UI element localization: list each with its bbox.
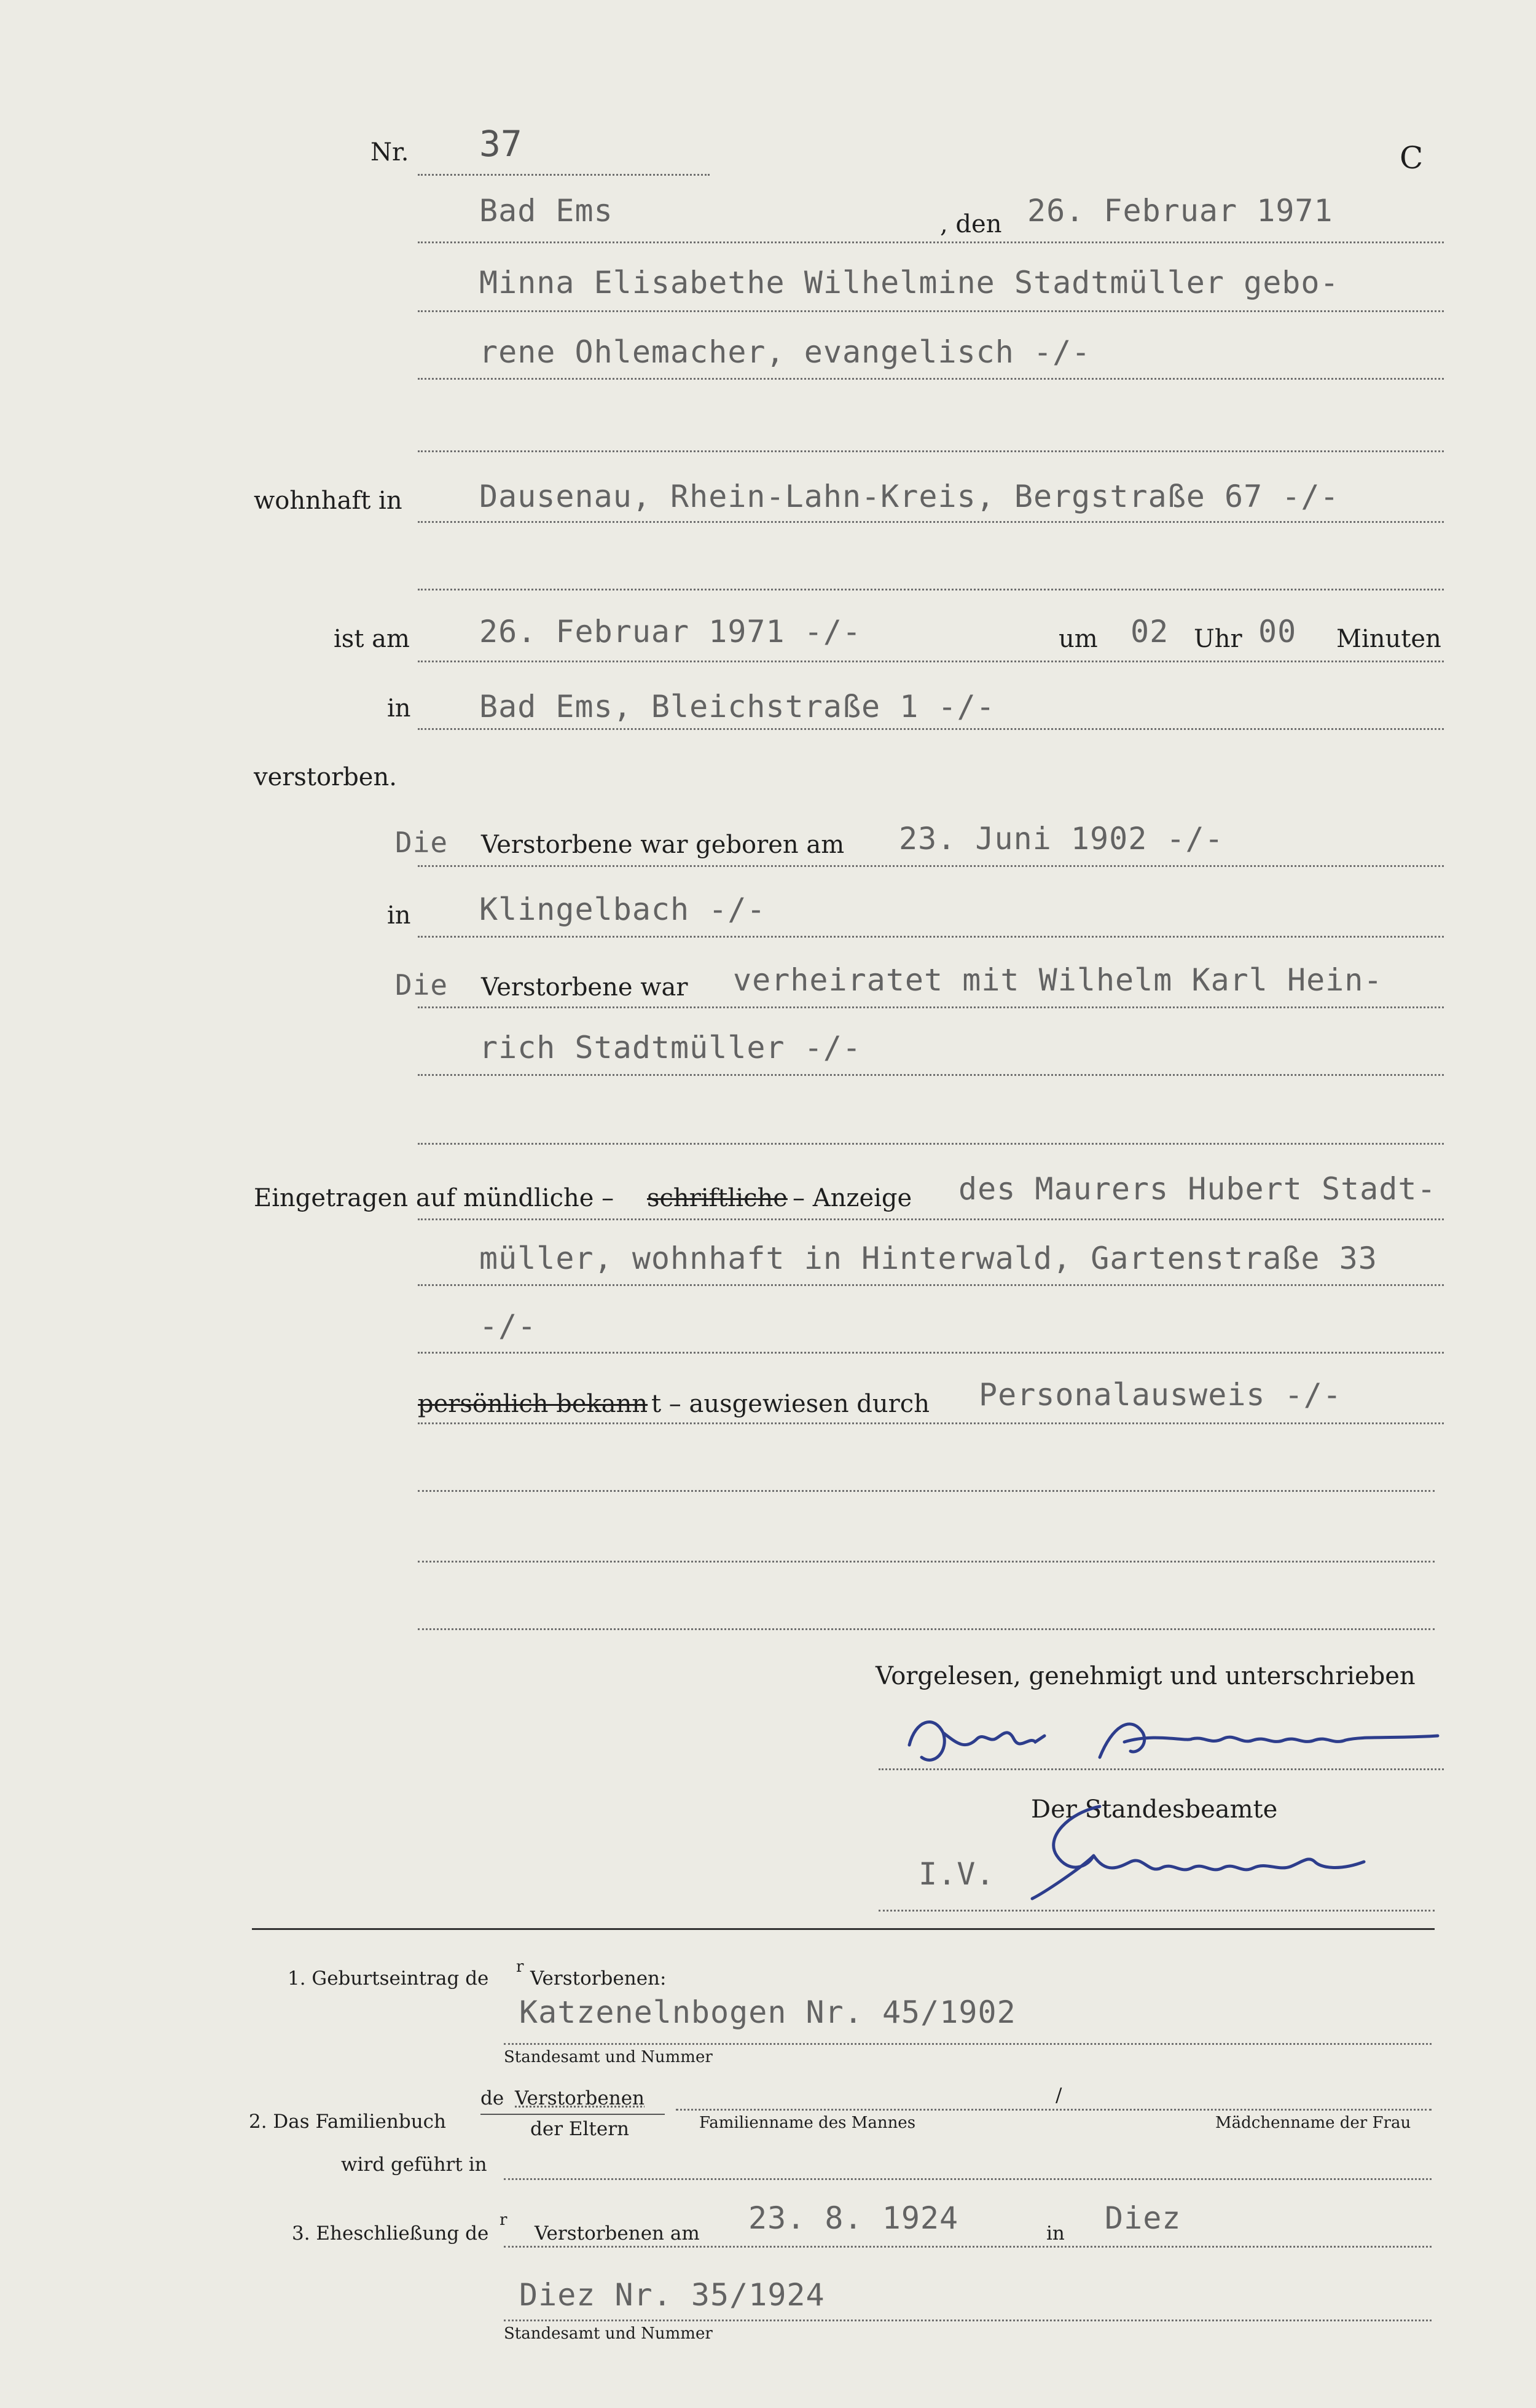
death-hour: 02 (1130, 614, 1169, 649)
place-of-registry: Bad Ems (479, 193, 613, 229)
identification-struck: persönlich bekann (418, 1390, 648, 1418)
birth-register-rule (504, 2043, 1432, 2045)
marriage-die-prefix: Die (395, 968, 449, 1002)
iv-label: I.V. (919, 1856, 995, 1892)
family-book-rule (676, 2109, 1432, 2111)
registration-label-end: – Anzeige (793, 1184, 912, 1212)
footer-item2-fraction-bar (480, 2114, 665, 2115)
residence-rule (418, 521, 1444, 523)
footer-item3-in: in (1046, 2222, 1065, 2245)
birth-register-caption: Standesamt und Nummer (504, 2048, 713, 2066)
footer-item2-eltern: der Eltern (530, 2118, 629, 2140)
deceased-name-line1: Minna Elisabethe Wilhelmine Stadtmüller gebo- (479, 265, 1339, 300)
birth-place: Klingelbach -/- (479, 892, 766, 927)
marriage-register-caption: Standesamt und Nummer (504, 2324, 713, 2343)
registrar-signature (1020, 1800, 1389, 1911)
nr-label: Nr. (370, 138, 409, 167)
marriage-place: Diez (1105, 2200, 1181, 2236)
informant-line1-rule (418, 1218, 1444, 1220)
footer-item1-label2: Verstorbenen: (530, 1967, 667, 1990)
marriage-date: 23. 8. 1924 (748, 2200, 959, 2236)
verstorben-label: verstorben. (254, 763, 397, 791)
marriage-line1: verheiratet mit Wilhelm Karl Hein- (733, 962, 1383, 998)
footer-item2-label: 2. Das Familienbuch (249, 2111, 447, 2133)
birth-date: 23. Juni 1902 -/- (899, 821, 1224, 857)
footer-item3-sup: r (500, 2211, 507, 2229)
marriage-line1-rule (418, 1006, 1444, 1008)
birth-die-prefix: Die (395, 826, 449, 859)
footer-item3-label2: Verstorbenen am (535, 2222, 700, 2245)
minuten-label: Minuten (1336, 625, 1441, 653)
wohnhaft-label: wohnhaft in (254, 487, 402, 515)
maedchenname-caption: Mädchenname der Frau (1215, 2114, 1411, 2132)
informant-line2-rule (418, 1284, 1444, 1286)
footer-item1-sup: r (516, 1958, 524, 1976)
informant-line2: müller, wohnhaft in Hinterwald, Gartenstraße 33 (479, 1241, 1377, 1276)
birth-register-entry: Katzenelnbogen Nr. 45/1902 (519, 1994, 1016, 2030)
marriage-line2: rich Stadtmüller -/- (479, 1030, 862, 1065)
marriage-label: Verstorbene war (481, 973, 688, 1002)
death-date-rule (418, 661, 1444, 662)
marriage-rule (504, 2246, 1432, 2248)
family-book-location-rule (504, 2178, 1432, 2180)
footer-item2-slash: / (1056, 2084, 1062, 2106)
footer-item2-gefuehrt: wird geführt in (341, 2154, 487, 2176)
marriage-line2-rule (418, 1074, 1444, 1076)
um-label: um (1059, 625, 1098, 653)
identification-label: t – ausgewiesen durch (651, 1390, 930, 1418)
blank-rule-2 (418, 589, 1444, 590)
nr-underline (418, 174, 710, 176)
familienname-caption: Familienname des Mannes (699, 2114, 916, 2132)
death-date: 26. Februar 1971 -/- (479, 614, 862, 649)
name-line1-rule (418, 310, 1444, 312)
death-place-rule (418, 728, 1444, 730)
registration-label-struck: schriftliche (647, 1184, 788, 1212)
den-label: , den (940, 210, 1002, 238)
death-minute: 00 (1258, 614, 1297, 649)
uhr-label: Uhr (1194, 625, 1242, 653)
footer-item2-verstorbenen: Verstorbenen (515, 2087, 645, 2109)
birth-date-rule (418, 865, 1444, 867)
residence-value: Dausenau, Rhein-Lahn-Kreis, Bergstraße 67 -/- (479, 479, 1339, 514)
blank-rule-1 (418, 450, 1444, 452)
corner-letter: C (1400, 140, 1424, 176)
standesbeamte-label: Der Standesbeamte (1031, 1795, 1278, 1824)
footer-item1-label: 1. Geburtseintrag de (288, 1967, 489, 1990)
birth-place-in-label: in (387, 901, 411, 930)
registration-label-start: Eingetragen auf mündliche – (254, 1184, 614, 1212)
closing-formula: Vorgelesen, genehmigt und unterschrieben (876, 1662, 1416, 1690)
birth-place-rule (418, 936, 1444, 938)
ist-am-label: ist am (334, 625, 410, 653)
identification-rule (418, 1422, 1444, 1424)
date-line (418, 241, 1444, 243)
informant-line3-rule (418, 1352, 1444, 1354)
footer-item2-de: de (480, 2087, 504, 2109)
name-line2-rule (418, 378, 1444, 380)
registrar-signature-line (879, 1910, 1435, 1912)
registration-date: 26. Februar 1971 (1027, 193, 1333, 229)
informant-line3: -/- (479, 1308, 537, 1344)
informant-signature-line (879, 1768, 1444, 1770)
footer-separator (252, 1928, 1435, 1930)
blank-rule-3 (418, 1143, 1444, 1145)
deceased-name-line2: rene Ohlemacher, evangelisch -/- (479, 334, 1091, 370)
informant-signature (897, 1708, 1462, 1776)
marriage-register-entry: Diez Nr. 35/1924 (519, 2277, 825, 2313)
blank-rule-6 (418, 1628, 1435, 1630)
informant-line1: des Maurers Hubert Stadt- (958, 1171, 1436, 1207)
blank-rule-4 (418, 1490, 1435, 1492)
death-place-in-label: in (387, 694, 411, 723)
blank-rule-5 (418, 1561, 1435, 1563)
footer-item3-label: 3. Eheschließung de (292, 2222, 489, 2245)
register-number: 37 (479, 123, 522, 165)
marriage-register-rule (504, 2320, 1432, 2321)
identification-value: Personalausweis -/- (979, 1377, 1342, 1413)
birth-label: Verstorbene war geboren am (481, 831, 845, 859)
death-place: Bad Ems, Bleichstraße 1 -/- (479, 689, 995, 724)
